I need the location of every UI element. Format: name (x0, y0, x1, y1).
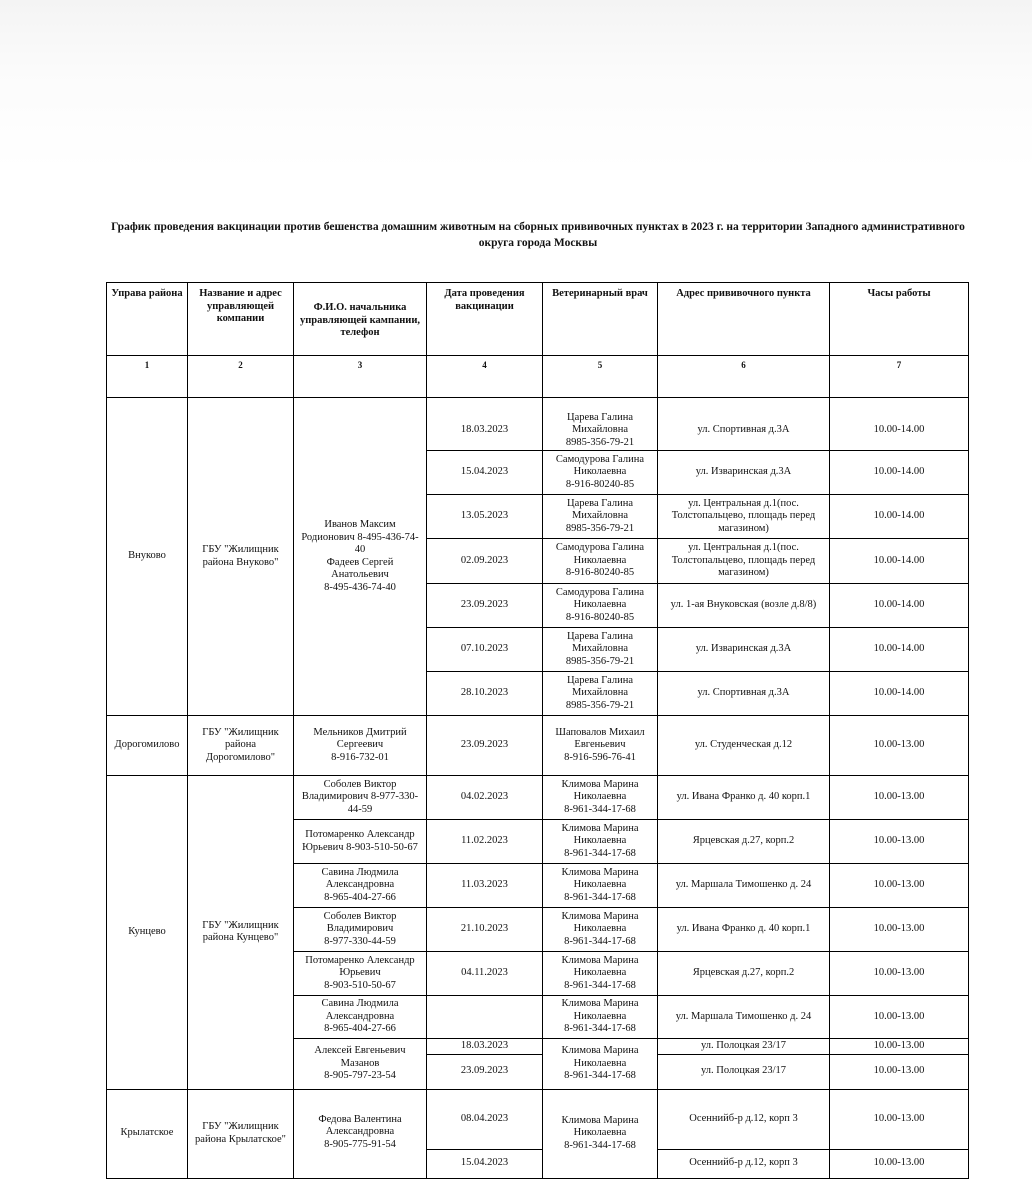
address-cell: ул. Полоцкая 23/17 (658, 1039, 830, 1055)
column-number: 5 (543, 356, 658, 398)
address-cell: ул. Студенческая д.12 (658, 716, 830, 776)
hours-cell: 10.00-14.00 (830, 672, 969, 716)
date-cell: 04.11.2023 (427, 952, 543, 996)
date-cell: 18.03.2023 (427, 411, 543, 451)
header-district: Управа района (107, 283, 188, 356)
hours-cell: 10.00-14.00 (830, 584, 969, 628)
date-cell: 21.10.2023 (427, 908, 543, 952)
date-cell: 18.03.2023 (427, 1039, 543, 1055)
address-cell: ул. Полоцкая 23/17 (658, 1054, 830, 1089)
header-address: Адрес прививочного пункта (658, 283, 830, 356)
date-cell: 08.04.2023 (427, 1089, 543, 1149)
address-cell: ул. Спортивная д.3А (658, 672, 830, 716)
address-cell: Ярцевская д.27, корп.2 (658, 952, 830, 996)
head-cell: Савина Людмила Александровна 8-965-404-27-66 (294, 996, 427, 1039)
hours-cell: 10.00-13.00 (830, 716, 969, 776)
column-number: 1 (107, 356, 188, 398)
district-cell: Дорогомилово (107, 716, 188, 776)
hours-cell: 10.00-13.00 (830, 820, 969, 864)
address-cell: Ярцевская д.27, корп.2 (658, 820, 830, 864)
hours-cell: 10.00-14.00 (830, 628, 969, 672)
document-title: График проведения вакцинации против бешенства домашним животным на сборных прививочных пунктах в 2023 г. на территории Западного административного округа города Москвы (111, 221, 965, 249)
head-cell: Савина Людмила Александровна 8-965-404-27-66 (294, 864, 427, 908)
hours-cell: 10.00-13.00 (830, 952, 969, 996)
hours-cell: 10.00-13.00 (830, 1149, 969, 1178)
date-cell: 28.10.2023 (427, 672, 543, 716)
address-cell: ул. Спортивная д.3А (658, 411, 830, 451)
address-cell: ул. Изваринская д.3А (658, 451, 830, 495)
date-cell: 11.02.2023 (427, 820, 543, 864)
date-cell: 23.09.2023 (427, 1054, 543, 1089)
company-cell: ГБУ "Жилищник района Дорогомилово" (188, 716, 294, 776)
vet-cell: Климова Марина Николаевна 8-961-344-17-68 (543, 996, 658, 1039)
hours-cell: 10.00-13.00 (830, 1089, 969, 1149)
vet-cell: Климова Марина Николаевна 8-961-344-17-68 (543, 1039, 658, 1090)
hours-cell: 10.00-13.00 (830, 1054, 969, 1089)
date-cell: 15.04.2023 (427, 451, 543, 495)
column-number-row (107, 356, 969, 398)
district-cell: Крылатское (107, 1089, 188, 1178)
vet-cell: Царева Галина Михайловна 8985-356-79-21 (543, 495, 658, 539)
table-row (107, 398, 969, 411)
head-cell: Соболев Виктор Владимирович 8-977-330-44-59 (294, 908, 427, 952)
head-cell: Иванов Максим Родионович 8-495-436-74-40 Фадеев Сергей Анатольевич 8-495-436-74-40 (294, 398, 427, 716)
vet-cell: Самодурова Галина Николаевна 8-916-80240-85 (543, 539, 658, 584)
column-number: 2 (188, 356, 294, 398)
date-cell: 11.03.2023 (427, 864, 543, 908)
header-company: Название и адрес управляющей компании (188, 283, 294, 356)
column-number: 4 (427, 356, 543, 398)
address-cell: ул. Центральная д.1(пос. Толстопальцево, площадь перед магазином) (658, 539, 830, 584)
vet-cell: Климова Марина Николаевна 8-961-344-17-68 (543, 1089, 658, 1178)
hours-cell: 10.00-14.00 (830, 411, 969, 451)
address-cell: ул. Маршала Тимошенко д. 24 (658, 864, 830, 908)
scan-shading (0, 0, 1032, 170)
head-cell: Потомаренко Александр Юрьевич 8-903-510-50-67 (294, 952, 427, 996)
date-cell: 23.09.2023 (427, 584, 543, 628)
address-cell: ул. Изваринская д.3А (658, 628, 830, 672)
vaccination-schedule-table (106, 282, 969, 1179)
hours-cell: 10.00-13.00 (830, 864, 969, 908)
district-cell: Внуково (107, 398, 188, 716)
table-row (107, 776, 969, 820)
head-cell: Алексей Евгеньевич Мазанов 8-905-797-23-54 (294, 1039, 427, 1090)
hours-cell: 10.00-13.00 (830, 776, 969, 820)
vet-cell: Шаповалов Михаил Евгеньевич 8-916-596-76-41 (543, 716, 658, 776)
hours-cell: 10.00-13.00 (830, 996, 969, 1039)
head-cell: Федова Валентина Александровна 8-905-775-91-54 (294, 1089, 427, 1178)
head-cell: Потомаренко Александр Юрьевич 8-903-510-50-67 (294, 820, 427, 864)
head-cell: Мельников Дмитрий Сергеевич 8-916-732-01 (294, 716, 427, 776)
district-cell: Кунцево (107, 776, 188, 1090)
company-cell: ГБУ "Жилищник района Внуково" (188, 398, 294, 716)
address-cell: ул. Центральная д.1(пос. Толстопальцево, площадь перед магазином) (658, 495, 830, 539)
vet-cell: Климова Марина Николаевна 8-961-344-17-68 (543, 776, 658, 820)
company-cell: ГБУ "Жилищник района Кунцево" (188, 776, 294, 1090)
head-cell: Соболев Виктор Владимирович 8-977-330-44-59 (294, 776, 427, 820)
hours-cell: 10.00-13.00 (830, 1039, 969, 1055)
vet-cell: Царева Галина Михайловна 8985-356-79-21 (543, 628, 658, 672)
hours-cell: 10.00-14.00 (830, 539, 969, 584)
vet-cell: Климова Марина Николаевна 8-961-344-17-68 (543, 908, 658, 952)
vet-cell: Климова Марина Николаевна 8-961-344-17-68 (543, 952, 658, 996)
table-row (107, 716, 969, 776)
date-cell: 15.04.2023 (427, 1149, 543, 1178)
vet-cell: Самодурова Галина Николаевна 8-916-80240-85 (543, 584, 658, 628)
address-cell: Осеннийб-р д.12, корп 3 (658, 1089, 830, 1149)
column-number: 7 (830, 356, 969, 398)
column-number: 6 (658, 356, 830, 398)
hours-cell: 10.00-14.00 (830, 451, 969, 495)
vet-cell: Климова Марина Николаевна 8-961-344-17-68 (543, 864, 658, 908)
date-cell: 04.02.2023 (427, 776, 543, 820)
header-head: Ф.И.О. начальника управляющей кампании, телефон (294, 283, 427, 356)
hours-cell: 10.00-13.00 (830, 908, 969, 952)
vet-cell: Самодурова Галина Николаевна 8-916-80240-85 (543, 451, 658, 495)
address-cell: ул. 1-ая Внуковская (возле д.8/8) (658, 584, 830, 628)
header-date: Дата проведения вакцинации (427, 283, 543, 356)
date-cell: 07.10.2023 (427, 628, 543, 672)
date-cell: 13.05.2023 (427, 495, 543, 539)
address-cell: ул. Ивана Франко д. 40 корп.1 (658, 908, 830, 952)
vet-cell: Царева Галина Михайловна 8985-356-79-21 (543, 672, 658, 716)
company-cell: ГБУ "Жилищник района Крылатское" (188, 1089, 294, 1178)
header-hours: Часы работы (830, 283, 969, 356)
header-row (107, 283, 969, 356)
date-cell: 23.09.2023 (427, 716, 543, 776)
header-vet: Ветеринарный врач (543, 283, 658, 356)
vet-cell: Климова Марина Николаевна 8-961-344-17-68 (543, 820, 658, 864)
date-cell: 02.09.2023 (427, 539, 543, 584)
address-cell: ул. Маршала Тимошенко д. 24 (658, 996, 830, 1039)
vet-cell: Царева Галина Михайловна 8985-356-79-21 (543, 411, 658, 451)
address-cell: Осеннийб-р д.12, корп 3 (658, 1149, 830, 1178)
hours-cell: 10.00-14.00 (830, 495, 969, 539)
column-number: 3 (294, 356, 427, 398)
date-cell (427, 996, 543, 1039)
address-cell: ул. Ивана Франко д. 40 корп.1 (658, 776, 830, 820)
table-row (107, 1089, 969, 1149)
